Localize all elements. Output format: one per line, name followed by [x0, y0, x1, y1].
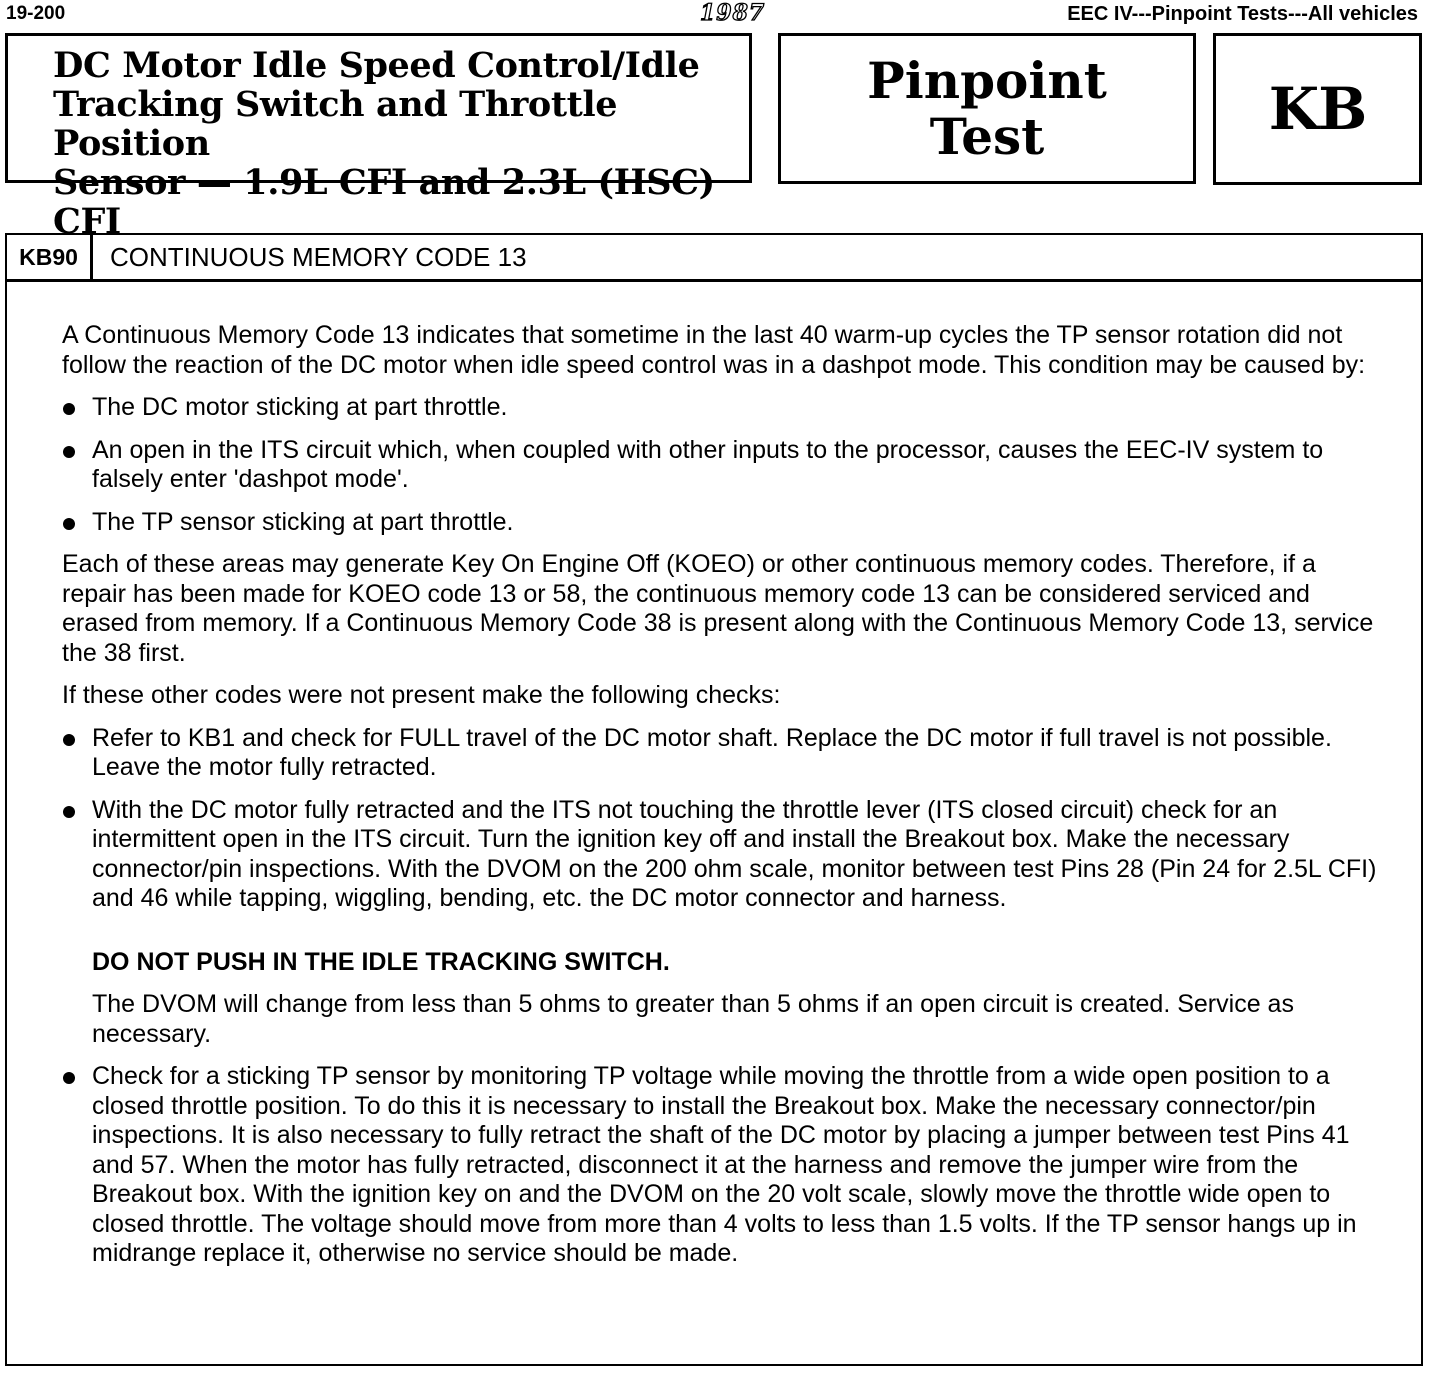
test-code-box: [1213, 33, 1422, 185]
intro-paragraph: A Continuous Memory Code 13 indicates that sometime in the last 40 warm-up cycles the TP sensor rotation did not follow the reaction of the DC motor when idle speed control was in a dashpot mode. This condition may be caused by:: [62, 321, 1366, 379]
check-item-its-circuit: With the DC motor fully retracted and the ITS not touching the throttle lever (ITS closed circuit) check for an intermittent open in the ITS circuit. Turn the ignition key off and install the Breakout box. Make the necessary connector/pin inspections. With the DVOM on the 200 ohm scale, monitor between test Pins 28 (Pin 24 for 2.5L CFI) and 46 while tapping, wiggling, bending, etc. the DC motor connector and harness.: [62, 796, 1382, 914]
codes-paragraph: Each of these areas may generate Key On Engine Off (KOEO) or other continuous memory codes. Therefore, if a repair has been made for KOEO code 13 or 58, the continuous memory code 13 can be considered serviced and erased from memory. If a Continuous Memory Code 38 is present along with the Continuous Memory Code 13, service the 38 first.: [62, 550, 1374, 667]
step-panel: [5, 233, 1423, 1366]
test-title-box: [5, 33, 752, 242]
pinpoint-test-box: [778, 33, 1196, 184]
test-label: Test: [929, 106, 1045, 166]
check-item-its-details: [62, 948, 1382, 1050]
page-number: 19-200: [6, 3, 66, 24]
step-header: [7, 235, 1421, 282]
step-id: KB90: [7, 235, 93, 279]
test-code: KB: [1268, 75, 1367, 143]
cause-item: The DC motor sticking at part throttle.: [62, 393, 1382, 423]
year-stamp: 1987: [700, 0, 766, 26]
step-body: [62, 321, 1382, 1282]
check-item-tp-sensor: Check for a sticking TP sensor by monitoring TP voltage while moving the throttle from a wide open position to a closed throttle position. To do this it is necessary to install the Breakout box. Make the necessary connector/pin inspections. It is also necessary to fully retract the shaft of the DC motor by placing a jumper between test Pins 41 and 57. When the motor has fully retracted, disconnect it at the harness and remove the jumper wire from the Breakout box. With the ignition key on and the DVOM on the 20 volt scale, slowly move the throttle wide open to closed throttle. The voltage should move from more than 4 volts to less than 1.5 volts. If the TP sensor hangs up in midrange replace it, otherwise no service should be made.: [62, 1062, 1382, 1269]
pinpoint-label: Pinpoint: [867, 50, 1107, 110]
warning-text: DO NOT PUSH IN THE IDLE TRACKING SWITCH.: [92, 947, 670, 976]
dvom-note: The DVOM will change from less than 5 ohms to greater than 5 ohms if an open circuit is created. Service as necessary.: [92, 990, 1294, 1048]
test-title-line-3: Sensor — 1.9L CFI and 2.3L (HSC) CFI: [53, 162, 715, 242]
check-item-full-travel: Refer to KB1 and check for FULL travel of the DC motor shaft. Replace the DC motor if full travel is not possible. Leave the motor fully retracted.: [62, 724, 1382, 783]
step-title: CONTINUOUS MEMORY CODE 13: [110, 241, 527, 272]
test-title-line-1: DC Motor Idle Speed Control/Idle: [53, 45, 700, 86]
checks-intro: If these other codes were not present make the following checks:: [62, 681, 781, 709]
section-title: EEC IV---Pinpoint Tests---All vehicles: [1067, 3, 1418, 25]
test-title-line-2: Tracking Switch and Throttle Position: [53, 84, 618, 164]
cause-item: An open in the ITS circuit which, when coupled with other inputs to the processor, causes the EEC-IV system to falsely enter 'dashpot mode'.: [62, 436, 1382, 495]
cause-item: The TP sensor sticking at part throttle.: [62, 508, 1382, 538]
